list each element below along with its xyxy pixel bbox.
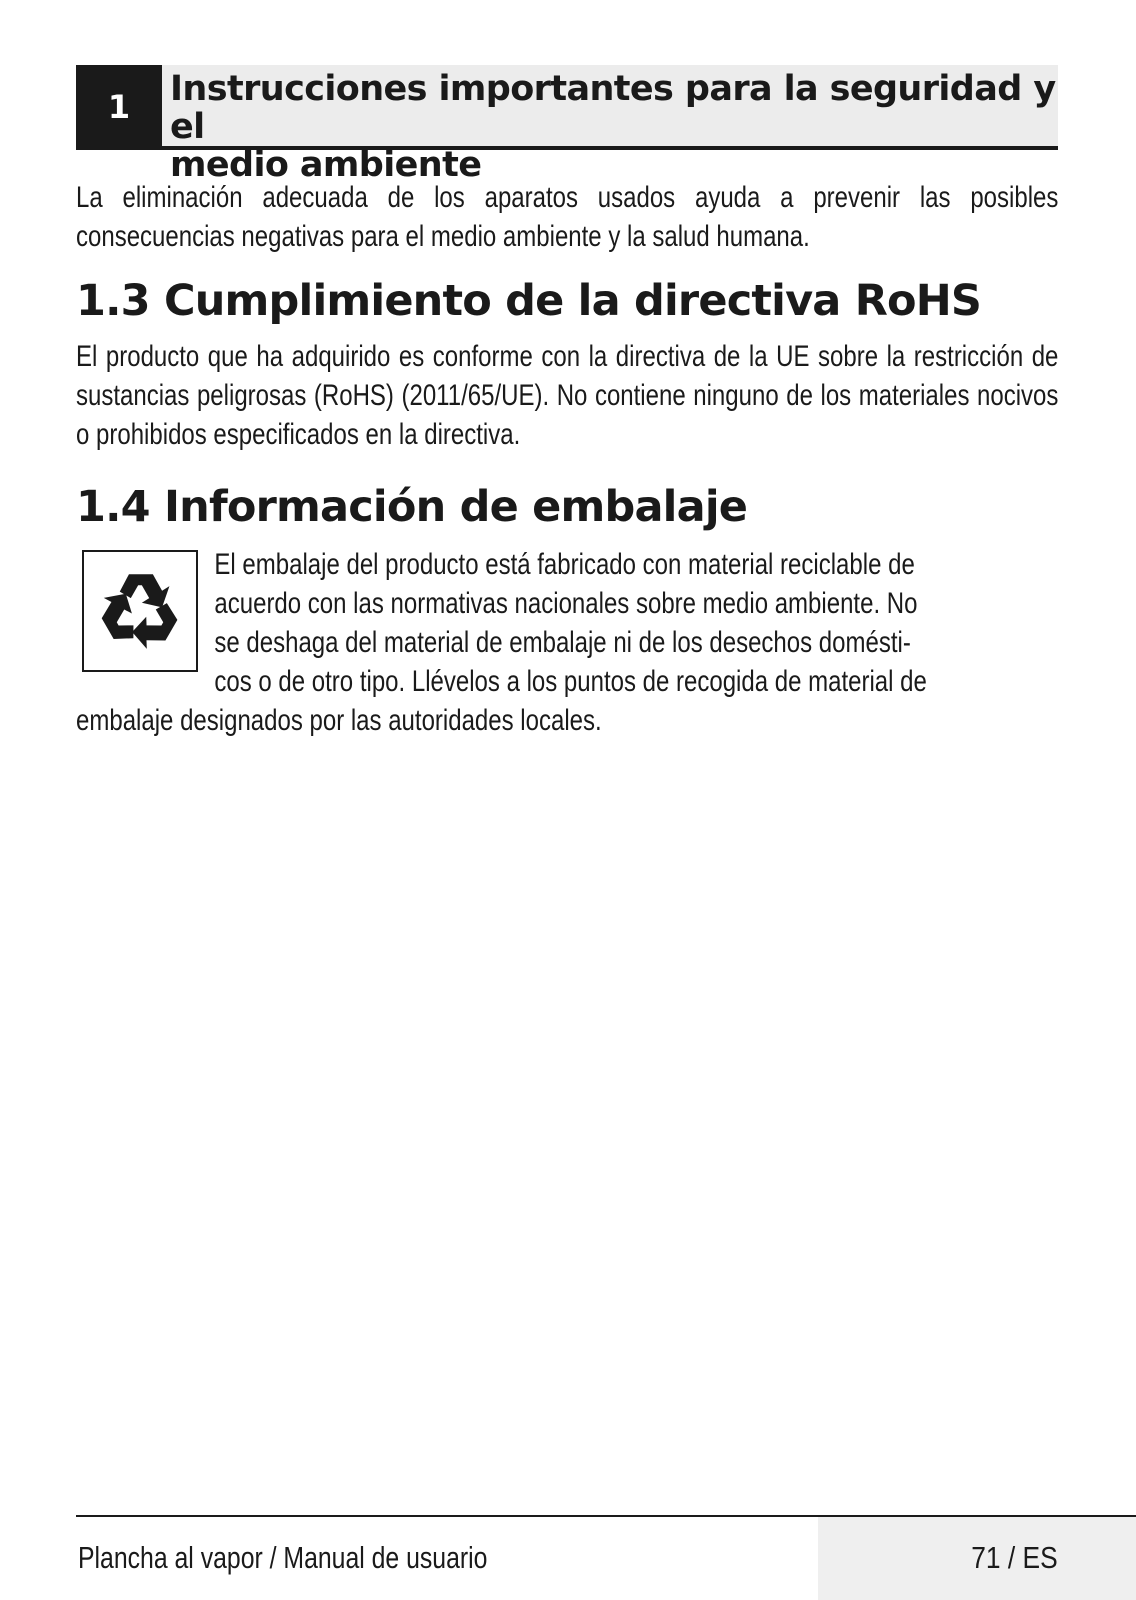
footer-document-title: Plancha al vapor / Manual de usuario (78, 1540, 488, 1575)
section-1-3-body: El producto que ha adquirido es conforme con la directiva de la UE sobre la restricción de sustancias peligrosas (RoHS) (2011/65/UE). No contiene ninguno de los materiales nocivos o prohibidos especificados en la directiva. (76, 340, 1059, 451)
chapter-title (162, 65, 1058, 185)
chapter-number: 1 (76, 65, 162, 146)
footer-page-number: 71 / ES (971, 1540, 1058, 1575)
chapter-header (76, 65, 1058, 185)
section-1-3-title: 1.3 Cumplimiento de la directiva RoHS (76, 276, 982, 326)
packaging-line: acuerdo con las normativas nacionales sobre medio ambiente. No (214, 587, 918, 620)
chapter-title-line-2: medio ambiente (170, 145, 482, 185)
packaging-line: embalaje designados por las autoridades locales. (76, 704, 602, 737)
chapter-title-line-1: Instrucciones importantes para la seguridad y el (170, 69, 1056, 147)
intro-paragraph: La eliminación adecuada de los aparatos usados ayuda a prevenir las posibles consecuencias negativas para el medio ambiente y la salud humana. (76, 181, 1059, 253)
packaging-line: cos o de otro tipo. Llévelos a los puntos de recogida de material de (214, 665, 927, 698)
packaging-line: se deshaga del material de embalaje ni de los desechos domésti- (214, 626, 911, 659)
packaging-line: El embalaje del producto está fabricado con material reciclable de (214, 548, 915, 581)
section-1-4-body (76, 545, 927, 740)
section-1-4-title: 1.4 Información de embalaje (76, 482, 748, 532)
